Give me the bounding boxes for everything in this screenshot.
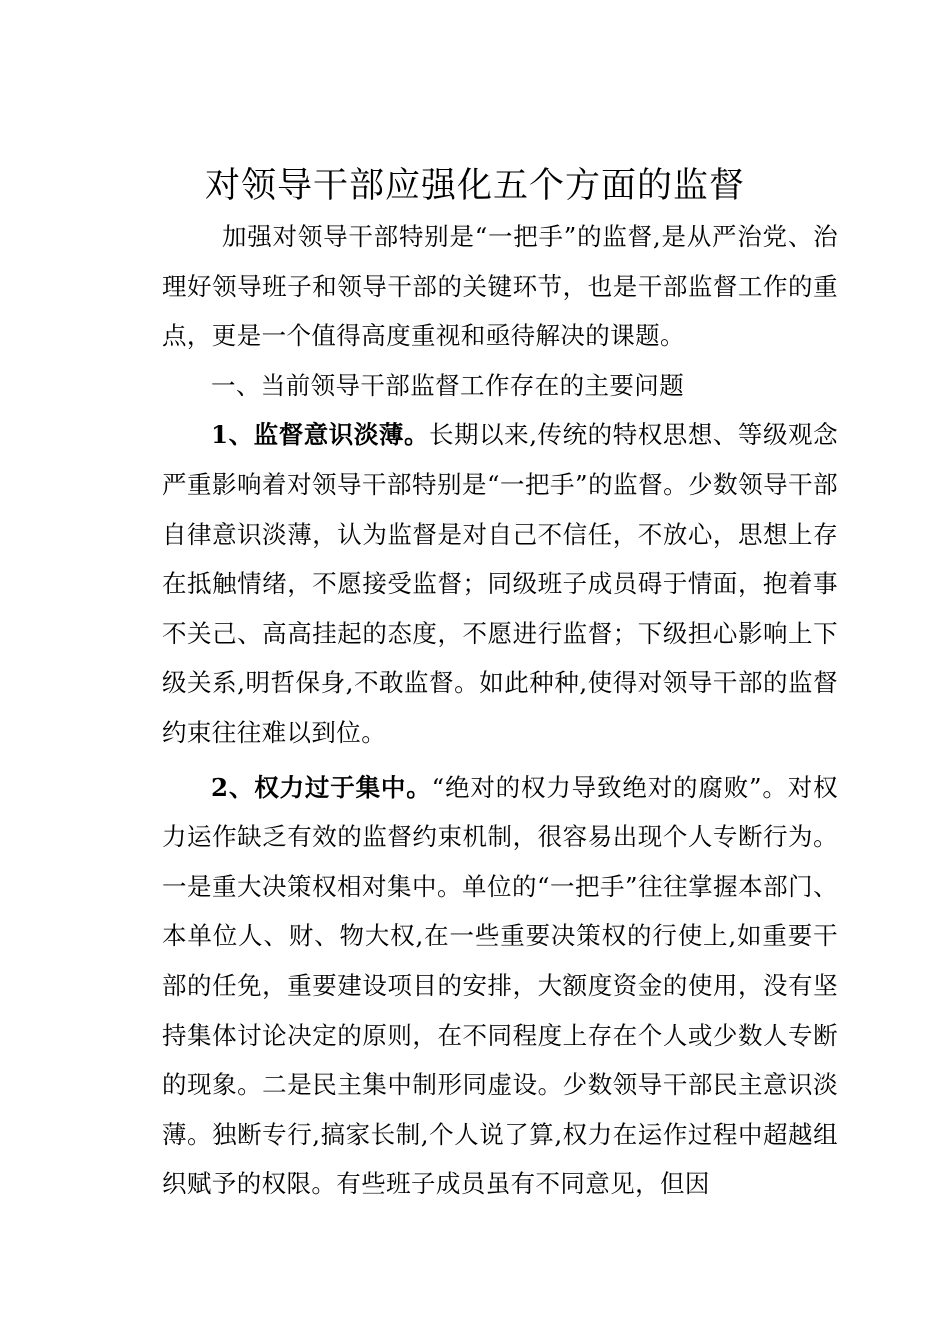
item-paragraph-1 bbox=[162, 410, 838, 757]
item-lead-1: 1、监督意识淡薄。 bbox=[211, 420, 429, 450]
item-text-1: 长期以来,传统的特权思想、等级观念严重影响着对领导干部特别是“一把手”的监督。少数领导干部自律意识淡薄，认为监督是对自己不信任，不放心，思想上存在抵触情绪，不愿接受监督；同级班子成员碍于情面，抱着事不关己、高高挂起的态度，不愿进行监督；下级担心影响上下级关系,明哲保身,不敢监督。如此种种,使得对领导干部的监督约束往往难以到位。 bbox=[162, 420, 838, 747]
document-body bbox=[162, 212, 838, 1209]
section-heading: 一、当前领导干部监督工作存在的主要问题 bbox=[211, 370, 685, 400]
document-title: 对领导干部应强化五个方面的监督 bbox=[204, 166, 745, 206]
item-text-2: “绝对的权力导致绝对的腐败”。对权力运作缺乏有效的监督约束机制，很容易出现个人专断行为。一是重大决策权相对集中。单位的“一把手”往往掌握本部门、本单位人、财、物大权,在一些重要决策权的行使上,如重要干部的任免，重要建设项目的安排，大额度资金的使用，没有坚持集体讨论决定的原则，在不同程度上存在个人或少数人专断的现象。二是民主集中制形同虚设。少数领导干部民主意识淡薄。独断专行,搞家长制,个人说了算,权力在运作过程中超越组织赋予的权限。有些班子成员虽有不同意见，但因 bbox=[162, 772, 838, 1199]
item-lead-2: 2、权力过于集中。 bbox=[211, 772, 432, 802]
intro-paragraph: 加强对领导干部特别是“一把手”的监督,是从严治党、治理好领导班子和领导干部的关键环节，也是干部监督工作的重点，更是一个值得高度重视和亟待解决的课题。 bbox=[162, 222, 838, 351]
item-paragraph-2 bbox=[162, 763, 838, 1209]
